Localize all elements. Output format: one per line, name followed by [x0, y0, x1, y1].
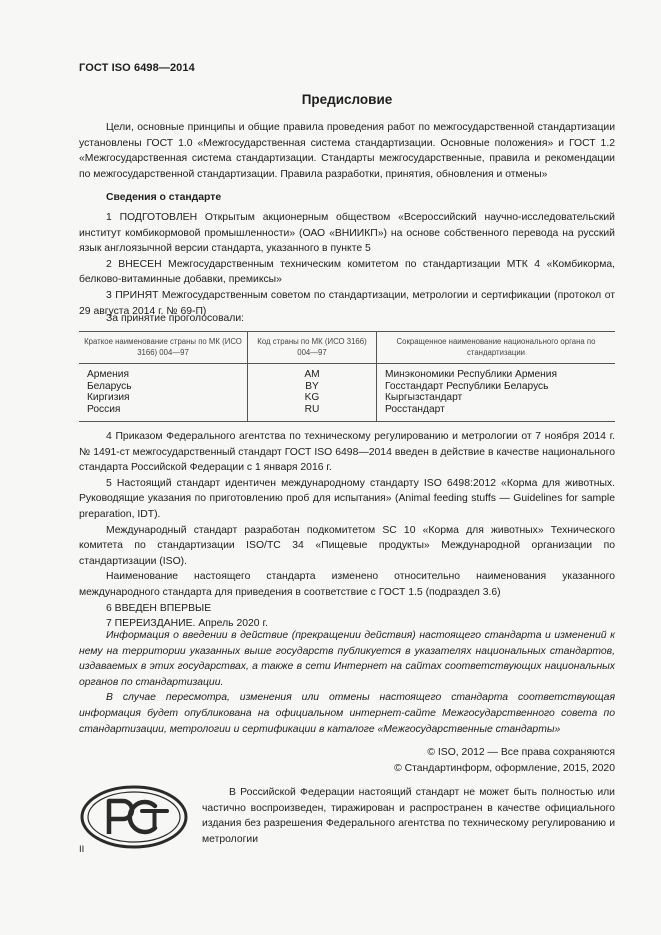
section-subheading: Сведения о стандарте: [106, 192, 222, 203]
info-item-identical: 5 Настоящий стандарт идентичен международному стандарту ISO 6498:2012 «Корма для животных. Руководящие указания по приготовлению проб для испытания» (Animal feeding stuffs — Guidelines for sample preparation, IDT).: [79, 477, 615, 520]
publication-info-block: [79, 628, 615, 737]
info-item-developed-by: Международный стандарт разработан подкомитетом SC 10 «Корма для животных» Технического комитета по стандартизации ISO/TC 34 «Пищевые продукты» Международной организации по стандартизации (ISO).: [79, 524, 615, 567]
country-name-cell: Киргизия: [87, 392, 130, 403]
table-row: [79, 404, 615, 422]
info-item-order: 4 Приказом Федерального агентства по техническому регулированию и метрологии от 7 ноября 2014 г. № 1491-ст межгосударственный стандарт ГОСТ ISO 6498—2014 введен в действие в качестве национального стандарта Российской Федерации с 1 января 2016 г.: [79, 431, 615, 474]
intro-paragraph-block: [79, 120, 615, 182]
header-country-code: Код страны по МК (ИСО 3166) 004—97: [248, 332, 377, 364]
copyright-iso-line: © ISO, 2012 — Все права сохраняются: [427, 747, 615, 758]
country-code-cell: AM: [248, 364, 377, 381]
info-item-first-introduced: 6 ВВЕДЕН ВПЕРВЫЕ: [106, 602, 212, 614]
table-row: [79, 364, 615, 381]
voting-countries-table: [79, 331, 615, 422]
standards-body-cell: Кыргызстандарт: [377, 392, 616, 404]
standard-info-items-top: [79, 210, 615, 319]
info-item-name-changed: Наименование настоящего стандарта изменено относительно наименования указанного международного стандарта для приведения в соответствие с ГОСТ 1.5 (подраздел 3.6): [79, 571, 615, 598]
info-item-introduced: 2 ВНЕСЕН Межгосударственным техническим комитетом по стандартизации МТК 4 «Комбикорма, белково-витаминные добавки, премиксы»: [79, 258, 615, 286]
country-code-cell: KG: [248, 392, 377, 404]
page-number: II: [79, 844, 85, 855]
revision-info-paragraph: В случае пересмотра, изменения или отмены настоящего стандарта соответствующая информация будет опубликована на официальном интернет-сайте Межгосударственного совета по стандартизации, метрологии и сертификации в каталоге «Межгосударственные стандарты»: [79, 692, 615, 735]
header-standards-body: Сокращенное наименование национального органа по стандартизации: [377, 332, 616, 364]
country-name-cell: Армения: [87, 369, 129, 380]
standard-info-items-bottom: [79, 429, 615, 632]
country-code-cell: RU: [248, 404, 377, 422]
country-code-cell: BY: [248, 381, 377, 393]
standards-body-cell: Госстандарт Республики Беларусь: [377, 381, 616, 393]
voting-intro-line: За принятие проголосовали:: [106, 313, 245, 324]
standards-body-cell: Росстандарт: [377, 404, 616, 422]
publication-info-paragraph: Информация о введении в действие (прекращении действия) настоящего стандарта и изменений к нему на территории указанных выше государств публикуется в указателях национальных стандартов, издаваемых в этих государствах, а также в сети Интернет на сайтах соответствующих национальных органов по стандартизации.: [79, 630, 615, 688]
country-name-cell: Россия: [79, 404, 248, 422]
info-item-adopted: 3 ПРИНЯТ Межгосударственным советом по стандартизации, метрологии и сертификации (протокол от 29 августа 2014 г. № 69-П): [79, 289, 615, 317]
reproduction-notice-text: В Российской Федерации настоящий стандарт не может быть полностью или частично воспроизведен, тиражирован и распространен в качестве официального издания без разрешения Федерального агентства по техническому регулированию и метрологии: [202, 787, 615, 845]
table-row: [79, 381, 615, 393]
reproduction-notice: [202, 785, 615, 847]
copyright-block: [394, 745, 615, 776]
info-item-reissue: 7 ПЕРЕИЗДАНИЕ. Апрель 2020 г.: [106, 618, 268, 630]
header-country-name: Краткое наименование страны по МК (ИСО 3166) 004—97: [79, 332, 248, 364]
info-item-prepared: 1 ПОДГОТОВЛЕН Открытым акционерным обществом «Всероссийский научно-исследовательский институт комбикормовой промышленности» (ОАО «ВНИИКП») на основе собственного перевода на русский язык англоязычной версии стандарта, указанного в пункте 5: [79, 212, 615, 255]
country-name-cell: Беларусь: [87, 380, 132, 392]
page-title: Предисловие: [301, 92, 393, 107]
standards-body-cell: Минэкономики Республики Армения: [377, 364, 616, 381]
copyright-publisher-line: © Стандартинформ, оформление, 2015, 2020: [394, 762, 615, 774]
document-code-header: ГОСТ ISO 6498—2014: [79, 62, 195, 74]
table-header-row: [79, 332, 615, 364]
intro-paragraph: Цели, основные принципы и общие правила проведения работ по межгосударственной стандартизации установлены ГОСТ 1.0 «Межгосударственная система стандартизации. Основные положения» и ГОСТ 1.2 «Межгосударственная система стандартизации. Стандарты межгосударственные, правила и рекомендации по межгосударственной стандартизации. Правила разработки, принятия, обновления и отмены»: [79, 122, 615, 180]
rst-conformity-mark-icon: [79, 784, 189, 850]
table-row: [79, 392, 615, 404]
